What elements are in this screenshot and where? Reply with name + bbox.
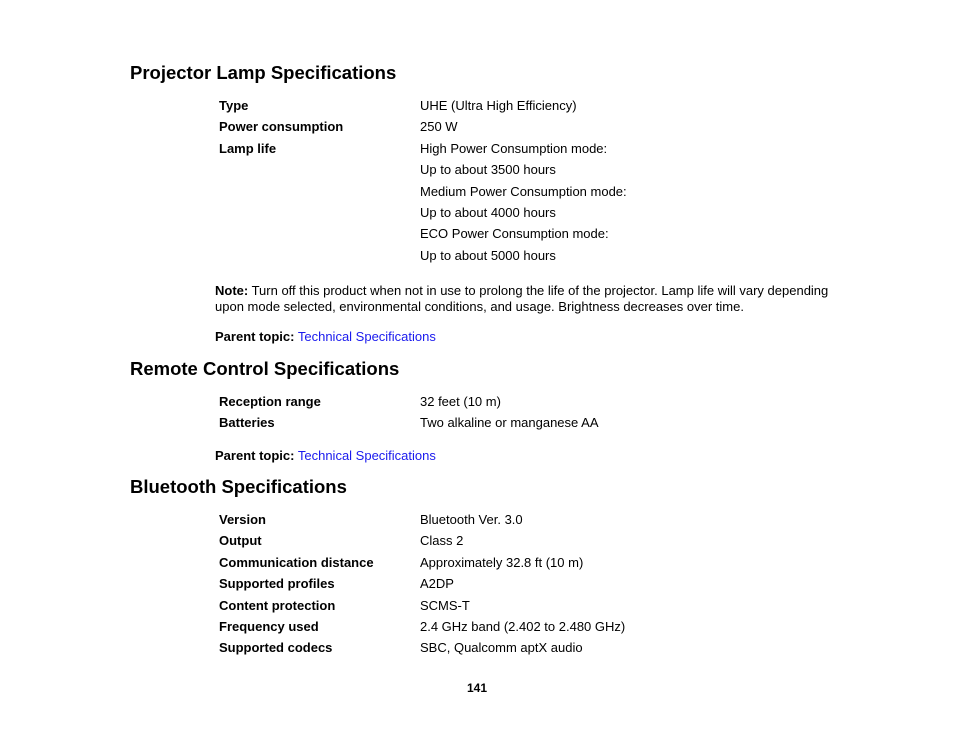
lamp-note — [215, 283, 835, 314]
parent-topic-remote — [215, 448, 436, 464]
spec-value: ECO Power Consumption mode: — [420, 226, 609, 242]
section-title-remote-control: Remote Control Specifications — [130, 358, 400, 379]
section-title-projector-lamp: Projector Lamp Specifications — [130, 62, 397, 83]
spec-value: A2DP — [420, 576, 454, 592]
spec-value: SBC, Qualcomm aptX audio — [420, 640, 583, 656]
spec-key: Supported codecs — [219, 640, 333, 656]
spec-key: Power consumption — [219, 119, 344, 135]
spec-value: Up to about 3500 hours — [420, 162, 556, 178]
spec-key: Lamp life — [219, 140, 277, 156]
spec-key: Communication distance — [219, 554, 374, 570]
section-title-bluetooth: Bluetooth Specifications — [130, 476, 347, 497]
spec-value: 250 W — [420, 119, 458, 135]
spec-value: Medium Power Consumption mode: — [420, 183, 627, 199]
spec-value: Up to about 4000 hours — [420, 204, 556, 220]
spec-value: Bluetooth Ver. 3.0 — [420, 512, 523, 527]
technical-specifications-link[interactable]: Technical Specifications — [297, 329, 436, 344]
spec-key: Type — [219, 98, 249, 113]
spec-key: Output — [219, 533, 262, 549]
spec-key: Version — [219, 512, 266, 527]
spec-value: Up to about 5000 hours — [420, 247, 556, 263]
spec-value: SCMS-T — [420, 597, 470, 613]
spec-value: UHE (Ultra High Efficiency) — [420, 98, 577, 113]
parent-topic-label: Parent topic: — [215, 448, 295, 463]
technical-specifications-link[interactable]: Technical Specifications — [297, 448, 436, 463]
spec-value: 2.4 GHz band (2.402 to 2.480 GHz) — [420, 618, 626, 634]
spec-value: High Power Consumption mode: — [420, 140, 608, 156]
note-label: Note: — [215, 283, 249, 298]
spec-value: 32 feet (10 m) — [420, 394, 501, 409]
parent-topic-label: Parent topic: — [215, 329, 295, 344]
spec-key: Frequency used — [219, 618, 319, 634]
parent-topic-lamp — [215, 329, 436, 345]
note-text: Turn off this product when not in use to prolong the life of the projector. Lamp life will vary depending upon mode selected, environmental conditions, and usage. Brightness decreases over time. — [215, 283, 829, 314]
spec-value: Approximately 32.8 ft (10 m) — [420, 554, 584, 570]
spec-value: Class 2 — [420, 533, 464, 549]
page-number: 141 — [466, 681, 488, 695]
spec-key: Supported profiles — [219, 576, 335, 592]
spec-key: Content protection — [219, 597, 336, 613]
spec-key: Batteries — [219, 415, 275, 431]
spec-value: Two alkaline or manganese AA — [420, 415, 599, 431]
spec-key: Reception range — [219, 394, 321, 409]
